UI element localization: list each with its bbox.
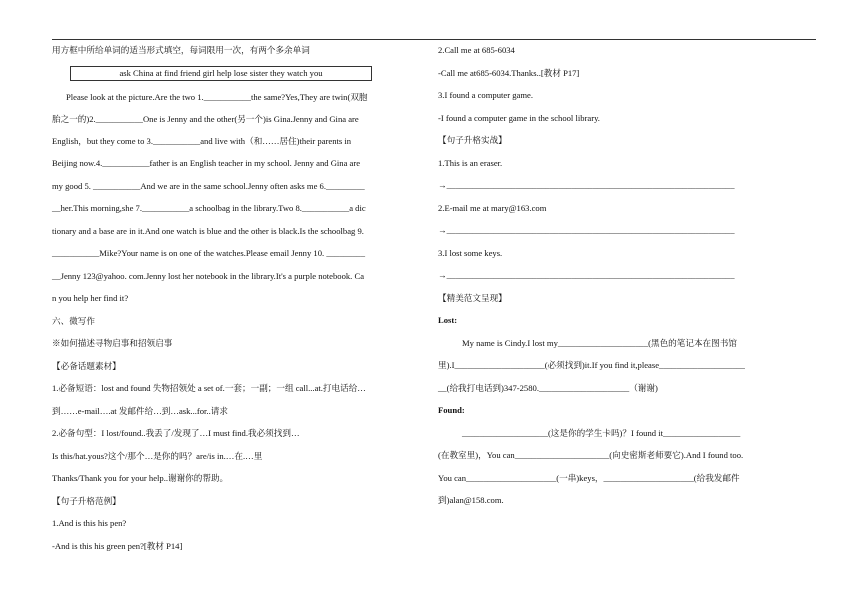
passage-line: n you help her find it? — [52, 293, 129, 303]
example-3: 3.I found a computer game. — [438, 90, 533, 100]
example-1-answer: -And is this his green pen?[教材 P14] — [52, 541, 183, 551]
section-title: 六、微写作 — [52, 316, 95, 326]
example-3-answer: -I found a computer game in the school library. — [438, 113, 600, 123]
practice-2: 2.E-mail me at mary@163.com — [438, 203, 547, 213]
lost-line-1: My name is Cindy.I lost my_____________________(黑色的笔记本在图书馆 — [462, 338, 737, 348]
found-line-1: ____________________(这是你的学生卡吗)？I found it__________________ — [462, 428, 741, 438]
example-heading: 【句子升格范例】 — [52, 496, 121, 506]
sentences: 2.必备句型：I lost/found..我丢了/发现了…I must find.我必须找到… — [52, 428, 300, 438]
sentences-2: Is this/hat.yous?这个/那个…是你的吗？are/is in.…在.…里 — [52, 451, 263, 461]
passage-line: __Jenny 123@yahoo. com.Jenny lost her notebook in the library.It's a purple notebook. Ca — [52, 271, 365, 281]
passage-line: tionary and a base are in it.And one watch is blue and the other is black.Is the schoolbag 9. — [52, 226, 364, 236]
answer-line-2[interactable]: →___________________________________________________________________ — [438, 225, 735, 235]
lost-label: Lost: — [438, 315, 458, 325]
answer-line-1[interactable]: →___________________________________________________________________ — [438, 180, 735, 190]
passage-line: Please look at the picture.Are the two 1.___________the same?Yes,They are twin(双胞 — [66, 92, 368, 102]
example-2-answer: -Call me at685-6034.Thanks..[教材 P17] — [438, 68, 580, 78]
passage-line: my good 5. ___________And we are in the same school.Jenny often asks me 6._________ — [52, 181, 365, 191]
header-rule — [52, 39, 816, 40]
found-line-3: You can_____________________(一串)keys，_____________________(给我发邮件 — [438, 473, 740, 483]
instruction: 用方框中所给单词的适当形式填空，每词限用一次，有两个多余单词 — [52, 45, 310, 55]
answer-line-3[interactable]: →___________________________________________________________________ — [438, 270, 735, 280]
passage-line: __her.This morning,she 7.___________a schoolbag in the library.Two 8.___________a dic — [52, 203, 366, 213]
note: ※如何描述寻物启事和招领启事 — [52, 338, 173, 348]
material-heading: 【必备话题素材】 — [52, 361, 121, 371]
word-box: ask China at find friend girl help lose sister they watch you — [70, 66, 372, 81]
practice-1: 1.This is an eraser. — [438, 158, 503, 168]
lost-line-3: __(给我打电话到)347-2580._____________________（谢谢) — [438, 383, 658, 393]
model-heading: 【精美范文呈现】 — [438, 293, 507, 303]
example-2: 2.Call me at 685-6034 — [438, 45, 515, 55]
passage-line: 胎之一的)2.___________One is Jenny and the other(另一个)is Gina.Jenny and Gina are — [52, 114, 359, 124]
found-label: Found: — [438, 405, 465, 415]
practice-heading: 【句子升格实战】 — [438, 135, 507, 145]
passage-line: English，but they come to 3.___________and live with（和……居住)their parents in — [52, 136, 352, 146]
found-line-4: 到)alan@158.com. — [438, 495, 504, 505]
passage-line: Beijing now.4.___________father is an English teacher in my school. Jenny and Gina are — [52, 158, 361, 168]
lost-line-2: 里).I_____________________(必须找到)it.If you find it,please____________________ — [438, 360, 745, 370]
example-1: 1.And is this his pen? — [52, 518, 127, 528]
phrases: 1.必备短语：lost and found 失物招领处 a set of.一套；一副；一组 call...at.打电话给… — [52, 383, 366, 393]
sentences-3: Thanks/Thank you for your help..谢谢你的帮助。 — [52, 473, 229, 483]
practice-3: 3.I lost some keys. — [438, 248, 503, 258]
found-line-2: (在教室里)，You can______________________(向史密斯老师要它).And I found too. — [438, 450, 744, 460]
passage-line: ___________Mike?Your name is on one of the watches.Please email Jenny 10. _________ — [52, 248, 365, 258]
phrases-cont: 到……e-mail….at 发邮件给…到…ask...for..请求 — [52, 406, 228, 416]
